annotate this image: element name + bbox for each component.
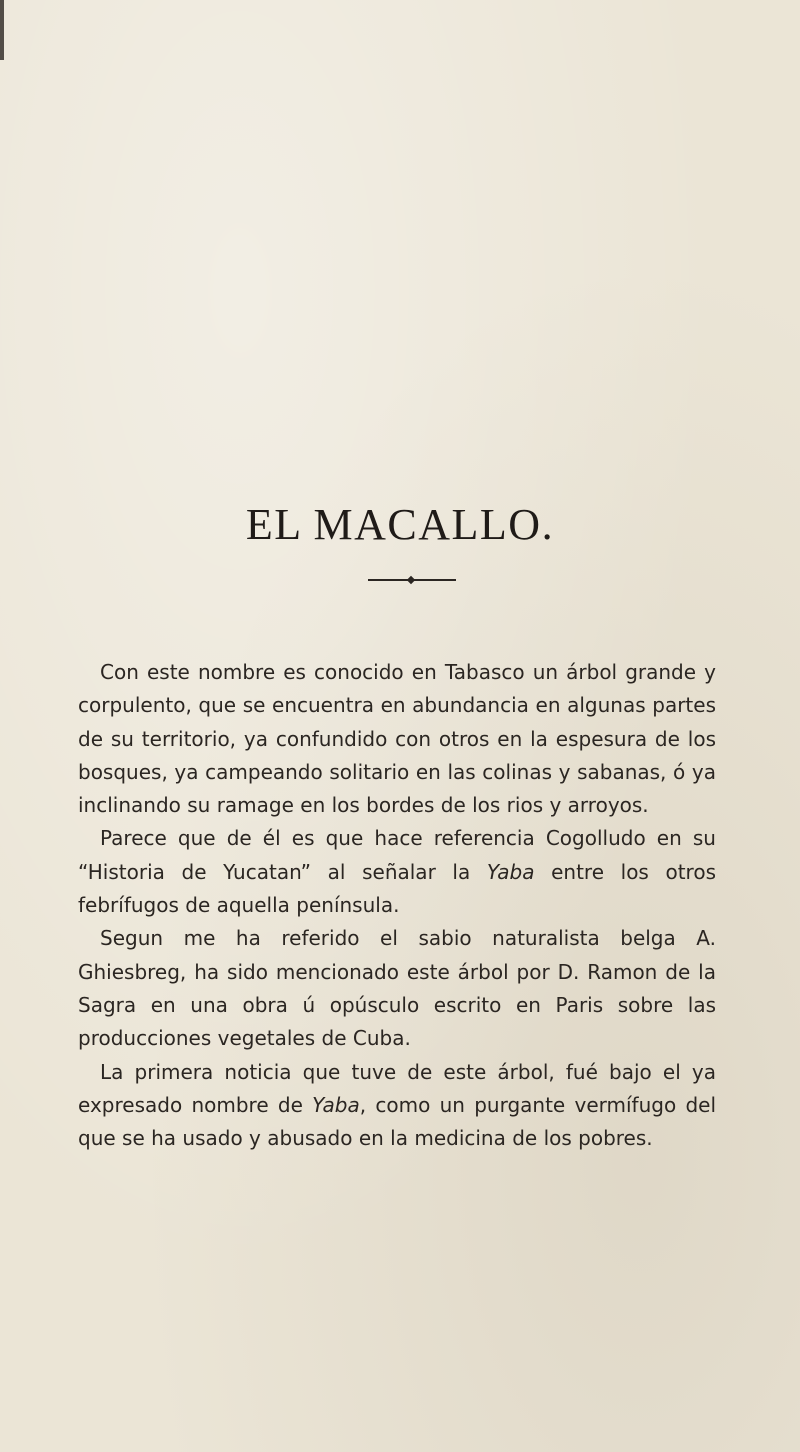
paragraph-2-text-b: entre los otros febrífugos de aquella península.	[78, 859, 716, 918]
paragraph-1-text: Con este nombre es conocido en Tabasco un árbol grande y corpulento, que se encuentra en abundancia en algunas partes de su territorio, ya confundido con otros en la espesura de los bosques, ya campeando solitario en las colinas y sabanas, ó ya inclinando su ramage en los bordes de los rios y arroyos.	[78, 660, 716, 818]
paragraph-4-text-a: La primera noticia que tuve de este árbol, fué bajo el ya expresado nombre de	[78, 1059, 716, 1117]
page-edge-mark	[0, 0, 4, 60]
paragraph-2-italic-term: Yaba	[486, 859, 535, 884]
paragraph-1	[78, 656, 716, 822]
paragraph-2-text-a: Parece que de él es que hace referencia Cogolludo en su “Historia de Yucatan” al señalar la	[78, 826, 716, 884]
paragraph-4	[78, 1056, 716, 1156]
body-text	[78, 656, 716, 1155]
page-title: EL MACALLO.	[245, 500, 555, 550]
paragraph-3-text: Segun me ha referido el sabio naturalista belga A. Ghiesbreg, ha sido mencionado este árbol por D. Ramon de la Sagra en una obra ú opúsculo escrito en Paris sobre las producciones vegetales de Cuba.	[78, 926, 716, 1051]
ornament-diamond	[407, 576, 415, 584]
paragraph-4-text-b: , como un purgante vermífugo del que se ha usado y abusado en la medicina de los pobres.	[78, 1092, 716, 1151]
paragraph-3	[78, 922, 716, 1055]
title-ornament-rule	[368, 576, 456, 584]
paragraph-4-italic-term: Yaba	[312, 1092, 360, 1117]
paragraph-2	[78, 822, 716, 922]
